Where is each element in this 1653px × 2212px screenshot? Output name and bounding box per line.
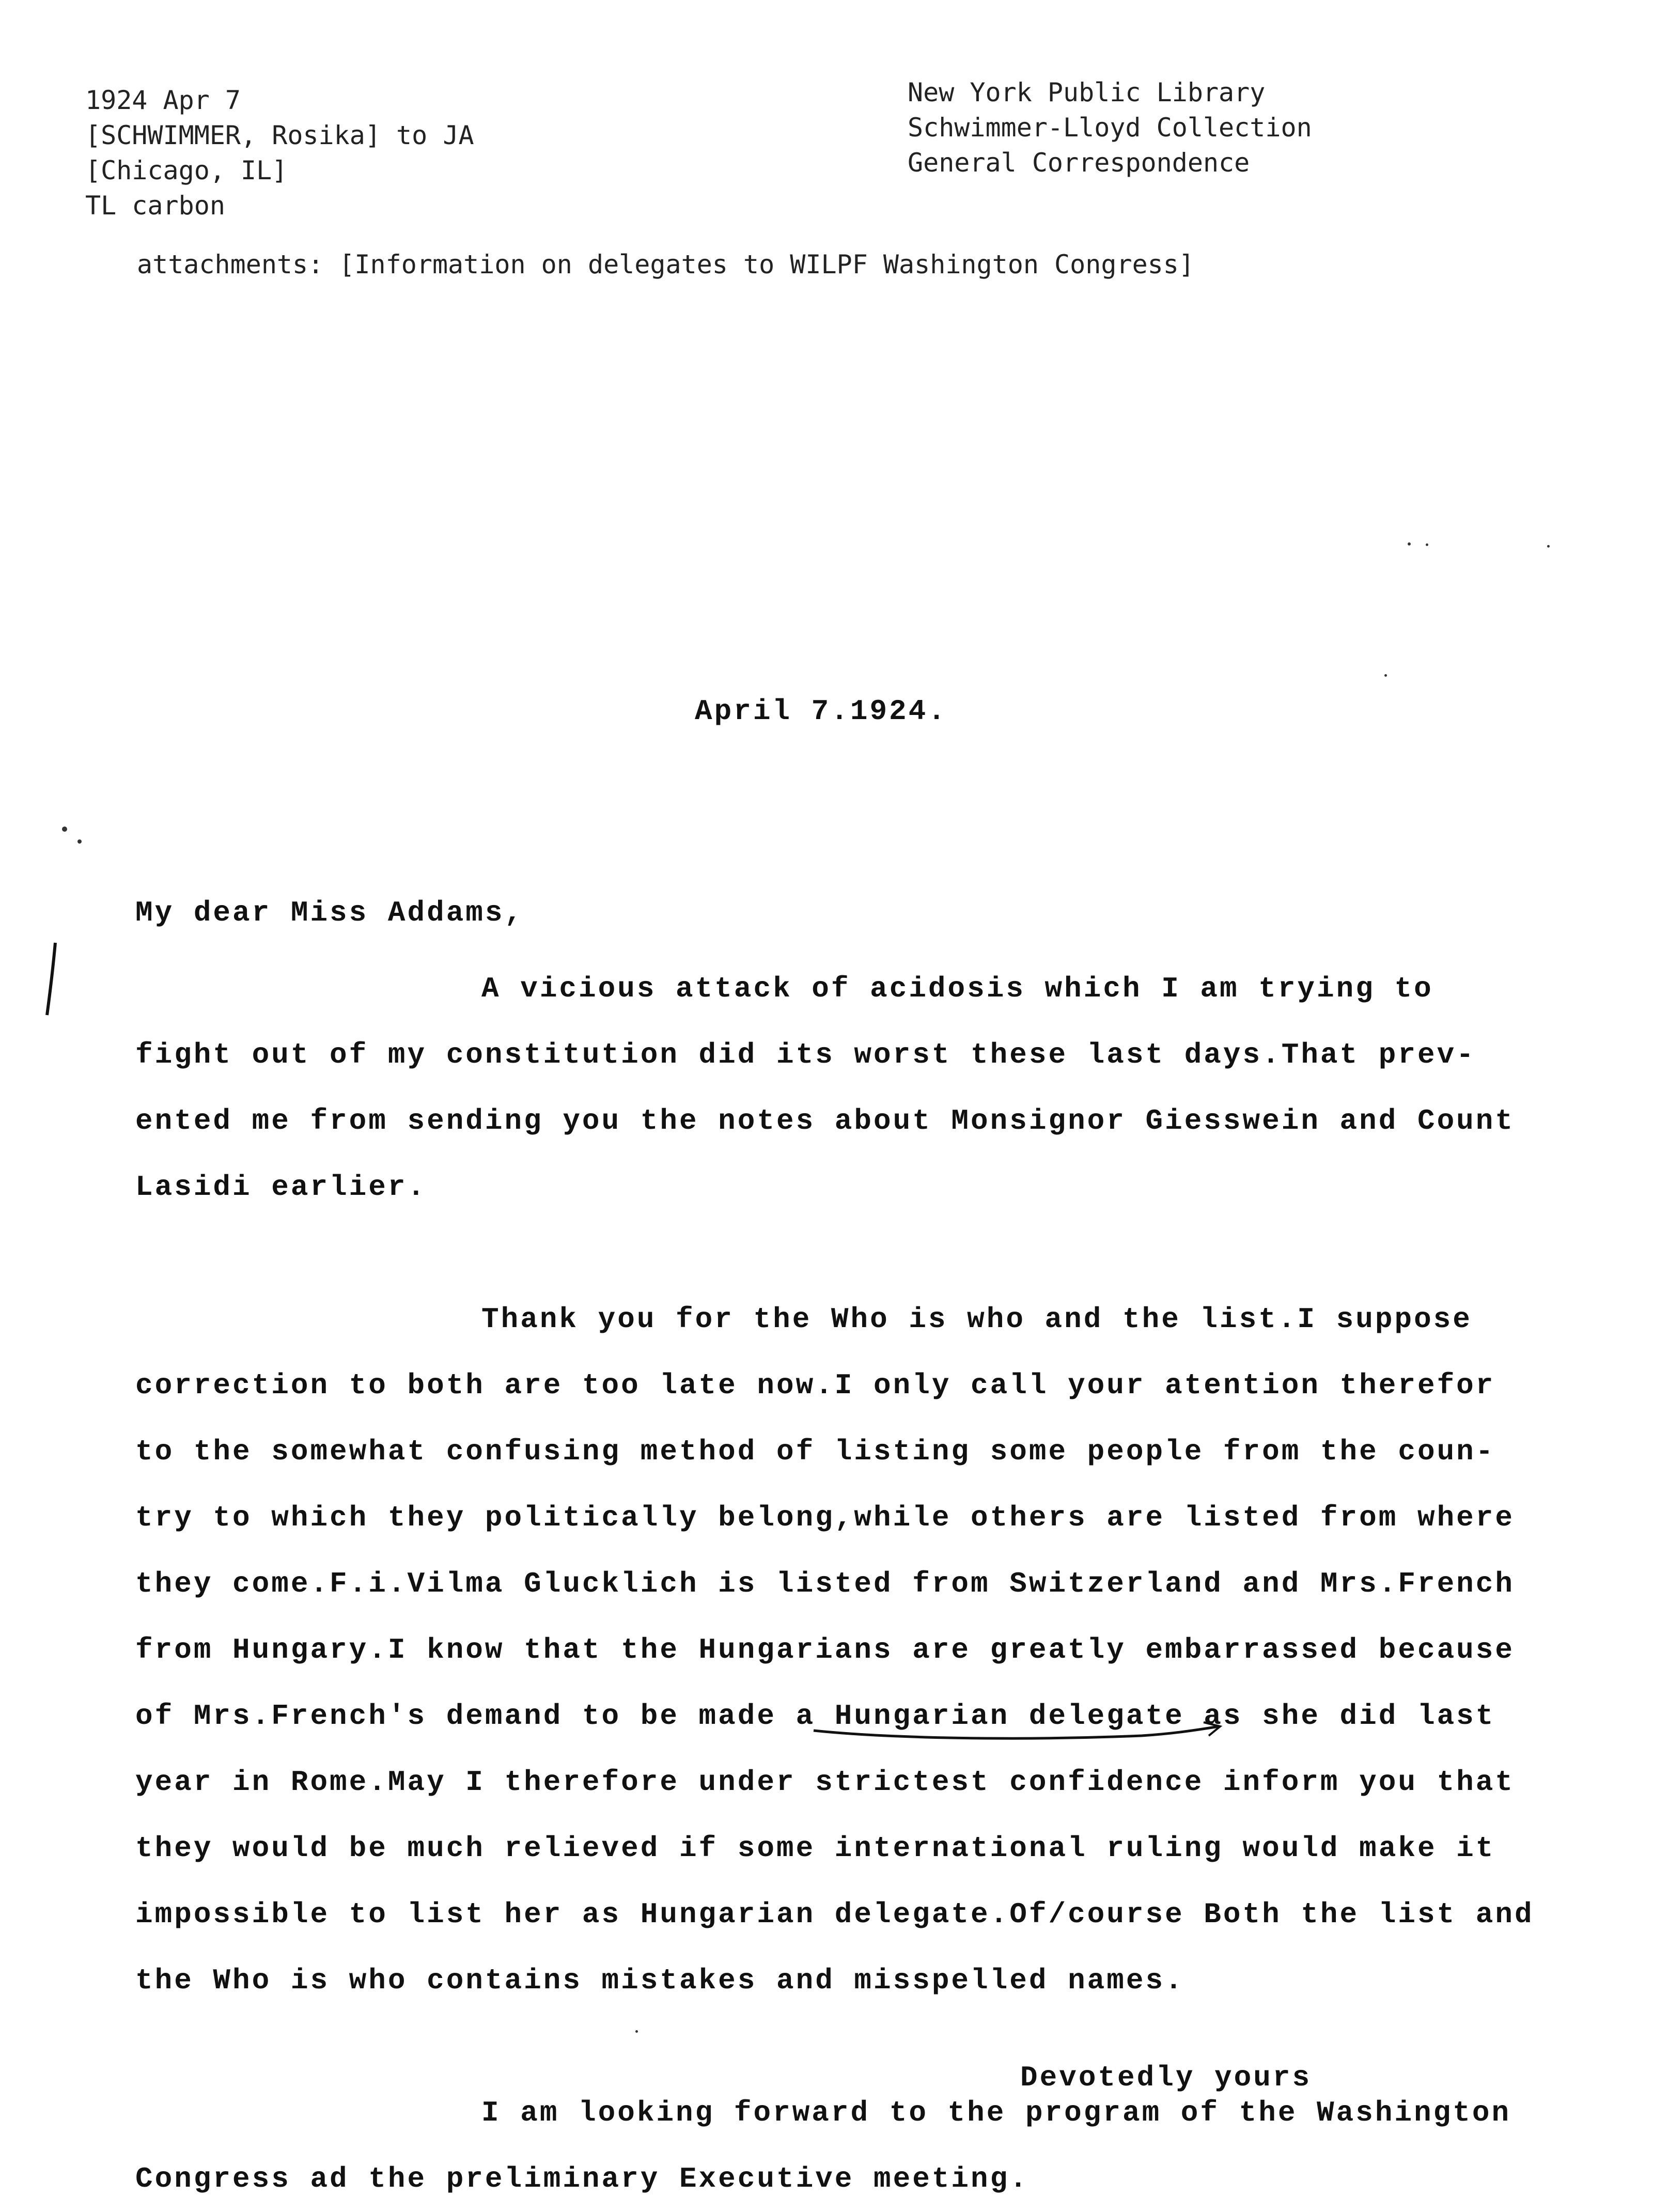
scan-speck xyxy=(62,827,67,832)
letter-line: fight out of my constitution did its worst these last days.That prev- xyxy=(135,1038,1476,1071)
collection-info xyxy=(908,75,1312,180)
letter-line: correction to both are too late now.I only call your atention therefor xyxy=(135,1369,1495,1402)
margin-pen-mark xyxy=(44,940,59,1018)
archive-format: TL carbon xyxy=(85,191,225,221)
scan-speck xyxy=(77,839,82,844)
letter-line: A vicious attack of acidosis which I am trying to xyxy=(481,972,1433,1005)
letter-line: Thank you for the Who is who and the list.I suppose xyxy=(481,1303,1472,1336)
letter-line: Lasidi earlier. xyxy=(135,1171,427,1204)
archive-metadata xyxy=(85,83,474,223)
archive-correspondents: [SCHWIMMER, Rosika] to JA xyxy=(85,120,474,150)
letter-line: try to which they politically belong,while others are listed from where xyxy=(135,1501,1515,1534)
scan-speck xyxy=(1426,543,1428,546)
collection-series: General Correspondence xyxy=(908,148,1250,178)
handwritten-underline xyxy=(811,1715,1224,1746)
library-name: New York Public Library xyxy=(908,77,1266,107)
collection-name: Schwimmer-Lloyd Collection xyxy=(908,113,1312,143)
scan-speck xyxy=(1547,545,1550,548)
letter-body xyxy=(135,956,1534,2212)
letter-line: to the somewhat confusing method of listing some people from the coun- xyxy=(135,1435,1495,1468)
letter-line: they would be much relieved if some international ruling would make it xyxy=(135,1832,1495,1865)
letter-line: ented me from sending you the notes about Monsignor Giesswein and Count xyxy=(135,1104,1515,1138)
letter-line: impossible to list her as Hungarian delegate.Of/course Both the list and xyxy=(135,1898,1534,1931)
letter-line: year in Rome.May I therefore under strictest confidence inform you that xyxy=(135,1766,1515,1799)
scan-speck xyxy=(635,2030,638,2033)
scan-speck xyxy=(1408,542,1411,546)
scan-speck xyxy=(1384,674,1387,677)
letter-line: they come.F.i.Vilma Glucklich is listed from Switzerland and Mrs.French xyxy=(135,1567,1515,1600)
letter-line: I am looking forward to the program of the Washington xyxy=(481,2096,1511,2129)
letter-salutation: My dear Miss Addams, xyxy=(135,896,524,929)
paragraph-gap xyxy=(135,1220,1530,1286)
letter-date: April 7.1924. xyxy=(695,695,947,728)
letter-line: of Mrs.French's demand to be made a Hungarian delegate as she did last xyxy=(135,1700,1495,1733)
letter-line: the Who is who contains mistakes and misspelled names. xyxy=(135,1964,1184,1997)
paragraph-gap xyxy=(135,2014,1530,2080)
archive-place: [Chicago, IL] xyxy=(85,155,288,185)
attachments-note: attachments: [Information on delegates to WILPF Washington Congress] xyxy=(137,250,1194,279)
archive-date: 1924 Apr 7 xyxy=(85,85,241,115)
letter-line: from Hungary.I know that the Hungarians are greatly embarrassed because xyxy=(135,1633,1515,1666)
letter-line: Congress ad the preliminary Executive meeting. xyxy=(135,2162,1029,2195)
letter-closing: Devotedly yours xyxy=(1020,2061,1312,2094)
